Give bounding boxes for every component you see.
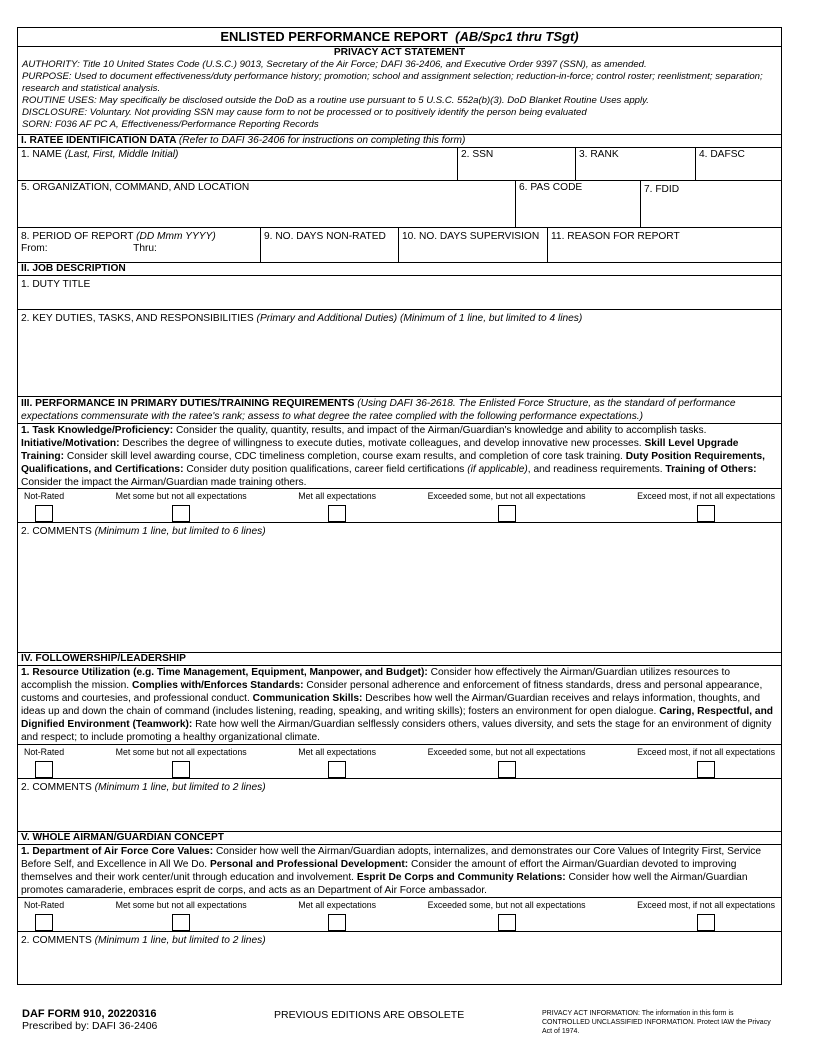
key-duties-hint: (Primary and Additional Duties) (Minimum of 1 line, but limited to 4 lines)	[256, 313, 583, 324]
rating-checkbox[interactable]	[498, 505, 516, 522]
privacy-authority: AUTHORITY: Title 10 United States Code (U.S.C.) 9013, Secretary of the Air Force; DAFI 36-2406, and Executive Order 9397 (SSN), as amended.	[22, 59, 647, 70]
privacy-act-statement	[18, 47, 781, 135]
rating-label: Met some but not all expectations	[115, 747, 247, 757]
fdid-field[interactable]	[641, 181, 781, 227]
rating-option	[298, 491, 376, 522]
duty-title-label: 1. DUTY TITLE	[21, 279, 91, 290]
privacy-purpose: PURPOSE: Used to document effectiveness/duty performance history; promotion; school and assignment selection; reduction-in-force; control roster; reenlistment; separation; research and statistical analysis.	[22, 71, 763, 94]
task-knowledge-title: 1. Task Knowledge/Proficiency:	[21, 425, 174, 436]
rating-checkbox[interactable]	[172, 505, 190, 522]
section-3-rating	[18, 489, 781, 523]
initiative-text: Describes the degree of willingness to execute duties, motivate colleagues, and develop innovative new processes.	[122, 438, 642, 449]
form-title	[18, 28, 781, 47]
resource-utilization-title: 1. Resource Utilization (e.g. Time Management, Equipment, Manpower, and Budget):	[21, 667, 428, 678]
ratee-row-1	[18, 148, 781, 181]
privacy-routine-uses: ROUTINE USES: May specifically be disclosed outside the DoD as a routine use pursuant to 5 U.S.C. 552a(b)(3). DoD Blanket Routine Uses apply.	[22, 95, 649, 106]
section-5-comments-field[interactable]	[18, 932, 781, 984]
rating-label: Exceeded some, but not all expectations	[427, 491, 586, 501]
rating-option	[24, 491, 64, 522]
rating-option	[298, 900, 376, 931]
rating-option	[298, 747, 376, 778]
task-knowledge-text: Consider the quality, quantity, results, and impact of the Airman/Guardian's knowledge and ability to accomplish tasks.	[175, 425, 707, 436]
organization-label: 5. ORGANIZATION, COMMAND, AND LOCATION	[21, 182, 250, 193]
comments-label: 2. COMMENTS	[21, 782, 92, 793]
section-2-heading: II. JOB DESCRIPTION	[18, 263, 781, 276]
name-label: 1. NAME	[21, 149, 62, 160]
rating-option	[637, 900, 775, 931]
section-3-note: (Using DAFI 36-2618. The Enlisted Force Structure, as the standard of performance expectations commensurate with the ratee's rank; assess to what degree the ratee complied with the following performance expectations.)	[21, 398, 736, 422]
standards-text: Consider personal adherence and enforcement of fitness standards, dress and personal appearance, customs and courtesies, and professional conduct.	[21, 680, 763, 704]
form-title-main: ENLISTED PERFORMANCE REPORT	[220, 29, 448, 44]
prescribed-by: Prescribed by: DAFI 36-2406	[22, 1020, 158, 1032]
rating-option	[116, 491, 247, 522]
dafsc-label: 4. DAFSC	[699, 149, 745, 160]
rating-label: Exceeded some, but not all expectations	[427, 747, 586, 757]
rating-checkbox[interactable]	[328, 761, 346, 778]
rating-checkbox[interactable]	[35, 761, 53, 778]
comments-label: 2. COMMENTS	[21, 526, 92, 537]
privacy-disclosure: DISCLOSURE: Voluntary. Not providing SSN may cause form to not be processed or to positively identify the person being evaluated	[22, 107, 587, 118]
performance-report-form	[17, 27, 782, 985]
rating-checkbox[interactable]	[328, 505, 346, 522]
comments-hint: (Minimum 1 line, but limited to 2 lines)	[94, 782, 266, 793]
section-5-rating	[18, 898, 781, 932]
development-text: Consider the amount of effort the Airman/Guardian devoted to improving themselves and their work center/unit through education and involvement.	[21, 859, 737, 883]
rating-option	[428, 491, 586, 522]
communication-title: Communication Skills:	[252, 693, 363, 704]
ssn-field[interactable]	[458, 148, 576, 180]
section-1-title: I. RATEE IDENTIFICATION DATA	[21, 135, 177, 146]
section-4-comments-field[interactable]	[18, 779, 781, 832]
fdid-label: 7. FDID	[644, 184, 680, 195]
standards-title: Complies with/Enforces Standards:	[132, 680, 304, 691]
rating-checkbox[interactable]	[35, 914, 53, 931]
days-supervision-field[interactable]	[399, 228, 548, 262]
days-non-rated-field[interactable]	[261, 228, 399, 262]
form-title-sub: (AB/Spc1 thru TSgt)	[455, 29, 579, 44]
reason-for-report-field[interactable]	[548, 228, 781, 262]
rating-option	[428, 747, 586, 778]
rating-label: Met all expectations	[298, 491, 377, 501]
period-from-label: From:	[21, 243, 48, 254]
rating-checkbox[interactable]	[697, 914, 715, 931]
ratee-row-3	[18, 228, 781, 263]
rating-label: Met all expectations	[298, 900, 377, 910]
dafsc-field[interactable]	[696, 148, 781, 180]
key-duties-label: 2. KEY DUTIES, TASKS, AND RESPONSIBILITIES	[21, 313, 254, 324]
rating-checkbox[interactable]	[172, 914, 190, 931]
section-3-heading	[18, 397, 781, 424]
rating-label: Not-Rated	[24, 747, 65, 757]
name-field[interactable]	[18, 148, 458, 180]
section-1-note: (Refer to DAFI 36-2406 for instructions on completing this form)	[178, 135, 466, 146]
rating-label: Not-Rated	[24, 900, 65, 910]
rating-checkbox[interactable]	[498, 761, 516, 778]
training-others-title: Training of Others:	[665, 464, 757, 475]
upgrade-training-text: Consider skill level awarding course, CDC timeliness completion, course exam results, and completion of core task training.	[66, 451, 623, 462]
rank-field[interactable]	[576, 148, 696, 180]
rating-option	[24, 747, 64, 778]
form-footer	[22, 1008, 782, 1040]
section-3-criteria	[18, 424, 781, 489]
upgrade-training-title: Skill Level Upgrade Training:	[21, 438, 739, 462]
section-5-heading: V. WHOLE AIRMAN/GUARDIAN CONCEPT	[18, 832, 781, 845]
pas-code-label: 6. PAS CODE	[519, 182, 583, 193]
comments-label: 2. COMMENTS	[21, 935, 92, 946]
core-values-text: Consider how well the Airman/Guardian adopts, internalizes, and demonstrates our Core Values of Integrity First, Service Before Self, and Excellence in All We Do.	[21, 846, 762, 870]
rating-label: Met some but not all expectations	[115, 900, 247, 910]
rating-label: Exceed most, if not all expectations	[637, 491, 775, 501]
pas-code-field[interactable]	[516, 181, 641, 227]
name-hint: (Last, First, Middle Initial)	[64, 149, 179, 160]
rating-label: Met all expectations	[298, 747, 377, 757]
section-4-rating	[18, 745, 781, 779]
development-title: Personal and Professional Development:	[209, 859, 409, 870]
duty-position-title: Duty Position Requirements, Qualifications, and Certifications:	[21, 451, 765, 475]
duty-position-text: Consider duty position qualifications, career field certifications	[186, 464, 465, 475]
section-4-heading: IV. FOLLOWERSHIP/LEADERSHIP	[18, 653, 781, 666]
comments-hint: (Minimum 1 line, but limited to 6 lines)	[94, 526, 266, 537]
organization-field[interactable]	[18, 181, 516, 227]
period-hint: (DD Mmm YYYY)	[136, 231, 216, 242]
obsolete-notice: PREVIOUS EDITIONS ARE OBSOLETE	[274, 1009, 465, 1021]
rating-option	[116, 747, 247, 778]
rating-option	[116, 900, 247, 931]
duty-title-field[interactable]	[18, 276, 781, 310]
teamwork-title: Caring, Respectful, and Dignified Environment (Teamwork):	[21, 706, 774, 730]
rating-checkbox[interactable]	[328, 914, 346, 931]
rank-label: 3. RANK	[579, 149, 619, 160]
rating-label: Exceed most, if not all expectations	[637, 900, 775, 910]
section-3-comments-field[interactable]	[18, 523, 781, 653]
privacy-info-notice: PRIVACY ACT INFORMATION: The information in this form is CONTROLLED UNCLASSIFIED INFORMATION. Protect IAW the Privacy Act of 1974.	[542, 1010, 771, 1035]
rating-checkbox[interactable]	[172, 761, 190, 778]
rating-option	[24, 900, 64, 931]
duty-position-tail: , and readiness requirements.	[527, 464, 663, 475]
days-non-rated-label: 9. NO. DAYS NON-RATED	[264, 231, 386, 242]
rating-option	[428, 900, 586, 931]
rating-checkbox[interactable]	[498, 914, 516, 931]
section-1-heading	[18, 135, 781, 148]
rating-label: Exceed most, if not all expectations	[637, 747, 775, 757]
days-supervision-label: 10. NO. DAYS SUPERVISION	[402, 231, 540, 242]
key-duties-field[interactable]	[18, 310, 781, 397]
section-5-criteria	[18, 845, 781, 898]
duty-position-italic: (if applicable)	[467, 464, 528, 475]
section-3-title: III. PERFORMANCE IN PRIMARY DUTIES/TRAINING REQUIREMENTS	[21, 398, 355, 409]
rating-option	[637, 491, 775, 522]
period-label: 8. PERIOD OF REPORT	[21, 231, 134, 242]
privacy-heading: PRIVACY ACT STATEMENT	[333, 47, 466, 58]
resource-utilization-text: Consider how effectively the Airman/Guardian utilizes resources to accomplish the mission.	[21, 667, 730, 691]
form-number: DAF FORM 910, 20220316	[22, 1008, 157, 1020]
rating-option	[637, 747, 775, 778]
comments-hint: (Minimum 1 line, but limited to 2 lines)	[94, 935, 266, 946]
privacy-sorn: SORN: F036 AF PC A, Effectiveness/Performance Reporting Records	[22, 119, 319, 130]
ssn-label: 2. SSN	[461, 149, 494, 160]
teamwork-text: Rate how well the Airman/Guardian selflessly considers others, values diversity, and sets the stage for an environment of dignity and respect; to include promoting a healthy organizational climate.	[21, 719, 772, 743]
rating-checkbox[interactable]	[697, 761, 715, 778]
reason-label: 11. REASON FOR REPORT	[551, 231, 680, 242]
rating-checkbox[interactable]	[35, 505, 53, 522]
rating-label: Met some but not all expectations	[115, 491, 247, 501]
rating-checkbox[interactable]	[697, 505, 715, 522]
communication-text: Describes how well the Airman/Guardian receives and relays information, thoughts, and ideas up and down the chain of command (includes listening, reading, speaking, and writing skills); fosters an environment for open dialogue.	[21, 693, 760, 717]
esprit-de-corps-text: Consider how well the Airman/Guardian promotes camaraderie, embraces esprit de corps, and acts as an Department of Air Force ambassador.	[21, 872, 748, 896]
section-4-criteria	[18, 666, 781, 745]
period-of-report-field[interactable]	[18, 228, 261, 262]
period-thru-label: Thru:	[133, 243, 157, 254]
initiative-title: Initiative/Motivation:	[21, 438, 120, 449]
ratee-row-2	[18, 181, 781, 228]
core-values-title: 1. Department of Air Force Core Values:	[21, 846, 214, 857]
esprit-de-corps-title: Esprit De Corps and Community Relations:	[356, 872, 566, 883]
training-others-text: Consider the impact the Airman/Guardian made training others.	[21, 477, 307, 488]
rating-label: Exceeded some, but not all expectations	[427, 900, 586, 910]
rating-label: Not-Rated	[24, 491, 65, 501]
